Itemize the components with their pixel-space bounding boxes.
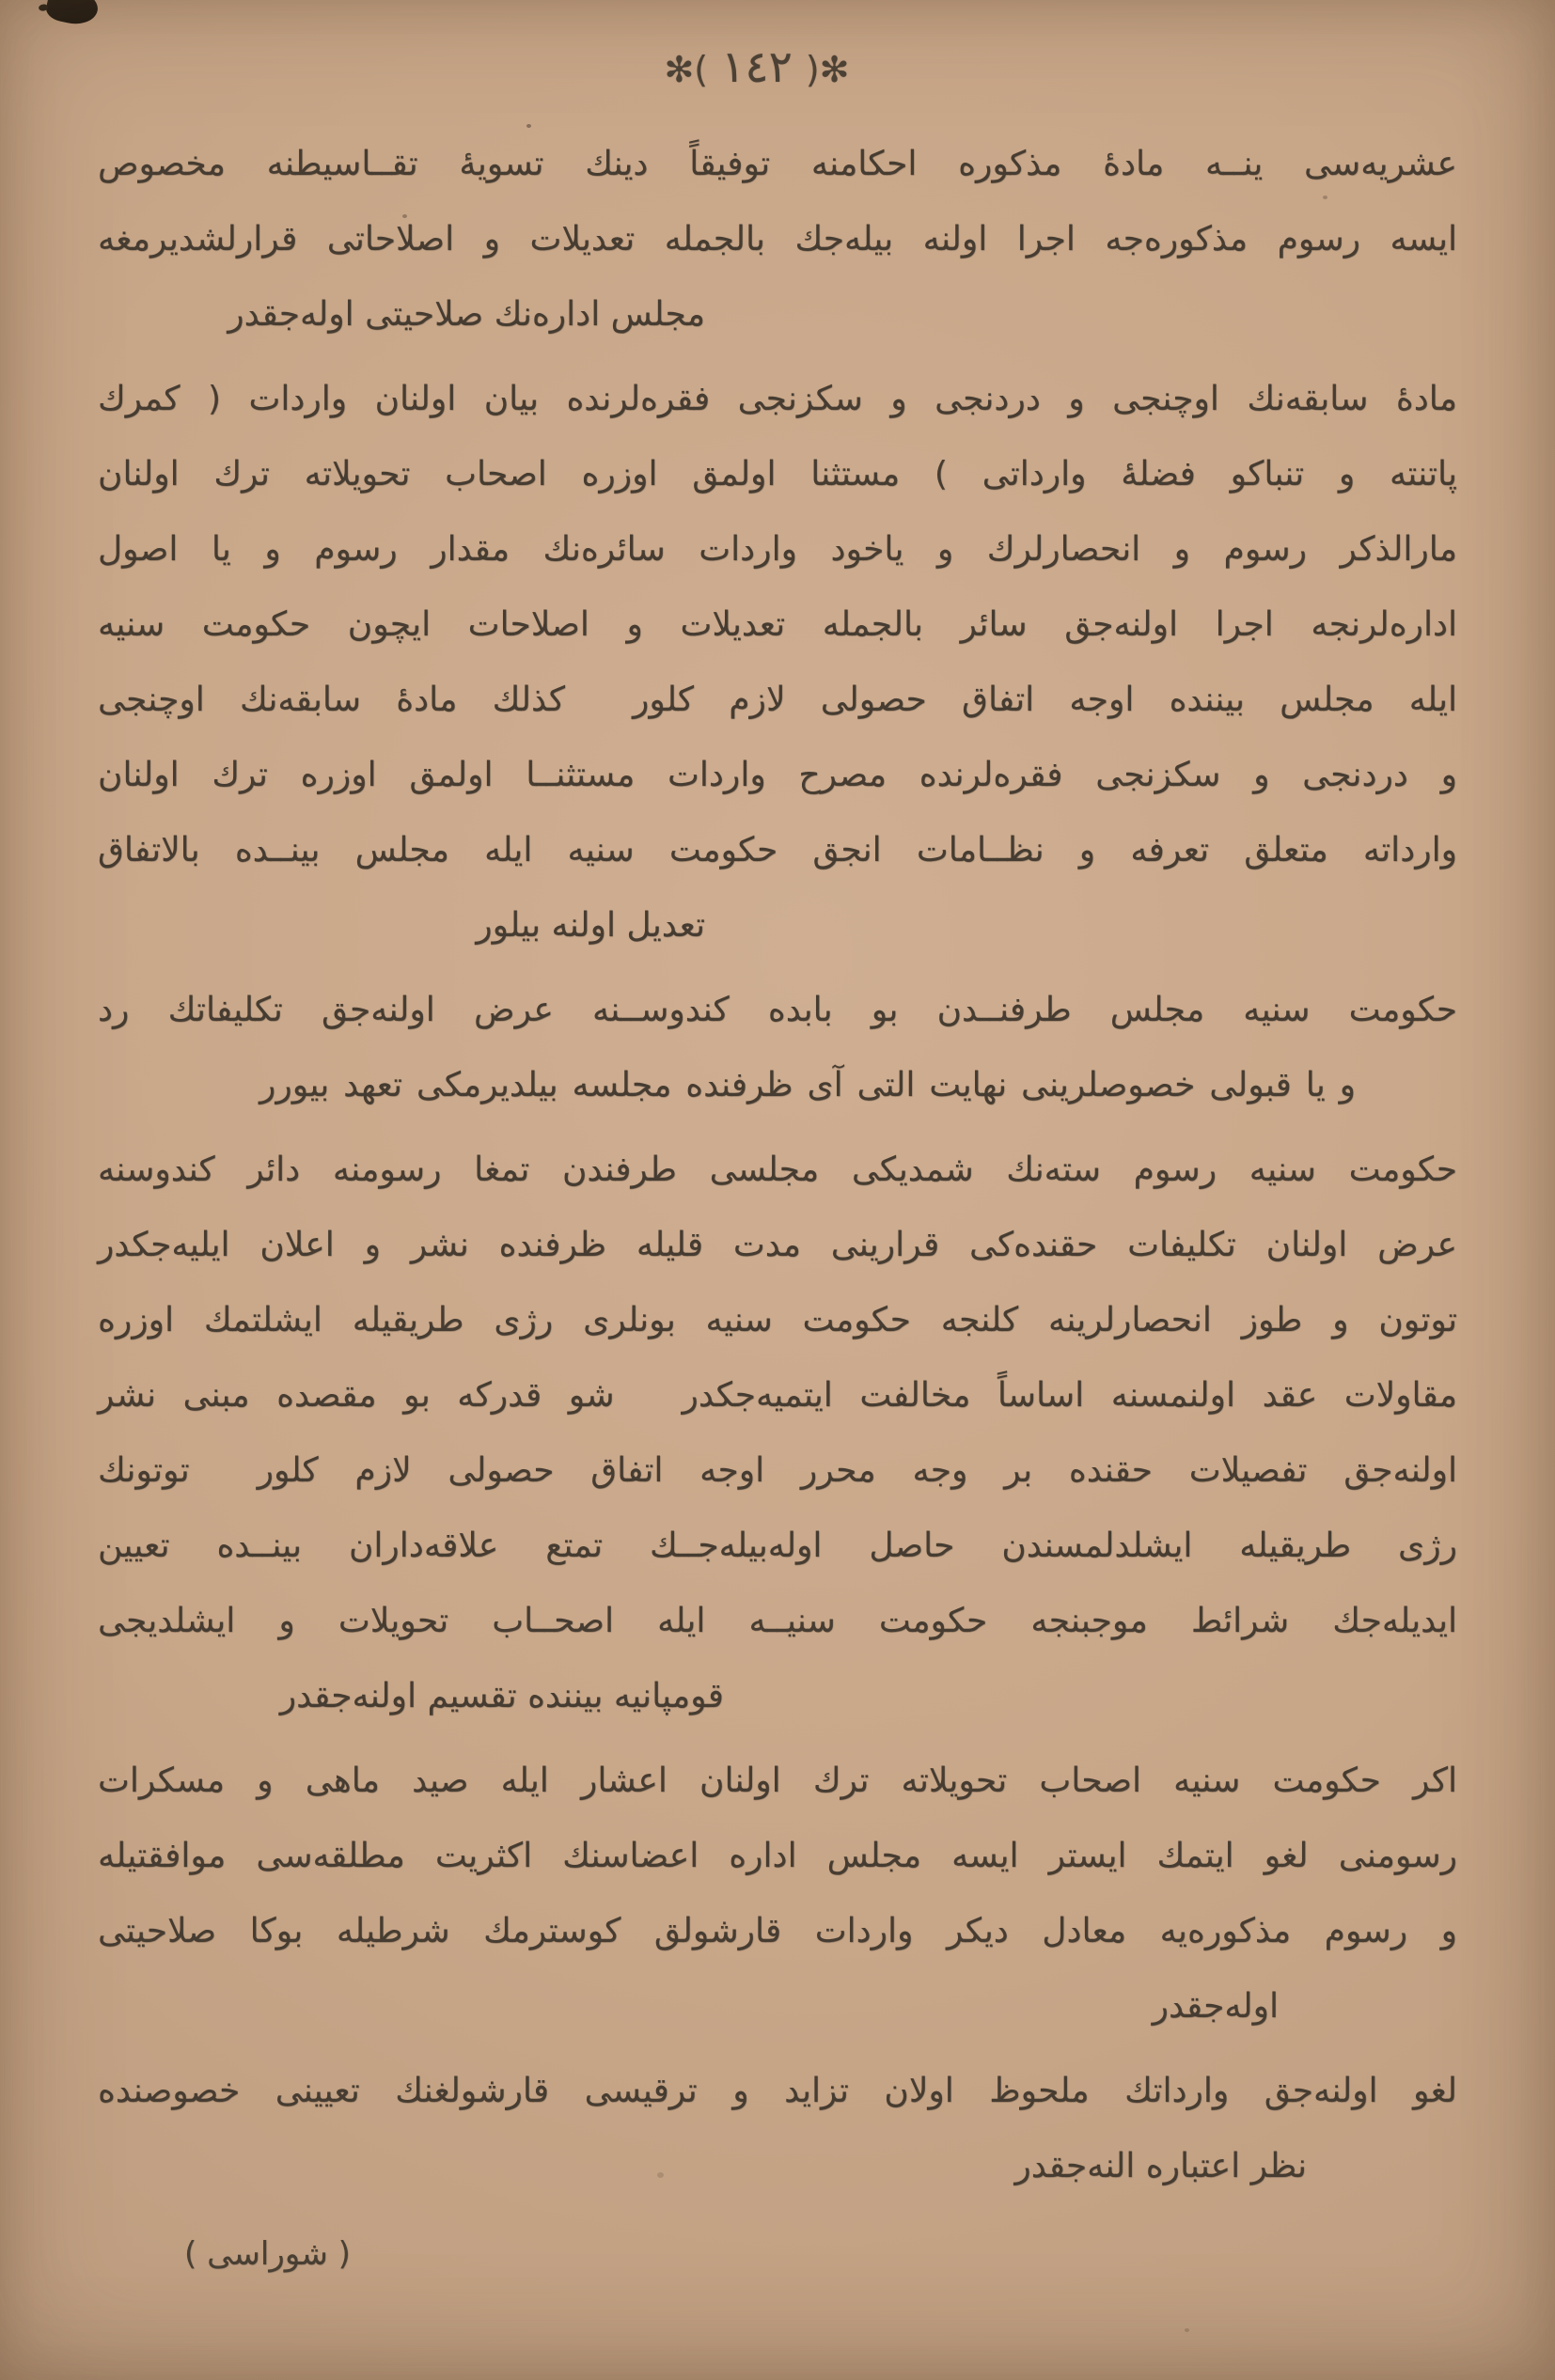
text-line: اوله‌جقدر (1152, 1987, 1279, 2026)
text-line: رژی طریقیله ایشلدلمسندن حاصل اوله‌بیله‌جــك تمتع علاقه‌داران بینــده تعیین (98, 1527, 1457, 1565)
text-line: اولنه‌جق تفصیلات حقنده بر وجه محرر اوجه اتفاق حصولی لازم كلور توتونك (98, 1451, 1457, 1490)
ink-blot (44, 0, 101, 28)
text-line: ایدیله‌جك شرائط موجبنجه حكومت سنیــه ایله اصحــاب تحویلات و ایشلدیجی (98, 1602, 1457, 1640)
text-line: توتون و طوز انحصارلرینه كلنجه حكومت سنیه بونلری رژی طریقیله ایشلتمك اوزره (98, 1301, 1457, 1339)
fleuron-ornament-right: )✻ (805, 49, 850, 90)
text-line: مقاولات عقد اولنمسنه اساساً مخالفت ایتمیه‌جكدر شو قدركه بو مقصده مبنی نشر (98, 1376, 1457, 1415)
text-line: حكومت سنیه مجلس طرفنــدن بو بابده كندوســنه عرض اولنه‌جق تكلیفاتك رد (98, 991, 1457, 1029)
text-line: مجلس اداره‌نك صلاحیتی اوله‌جقدر (228, 295, 705, 334)
paragraph-1 (98, 127, 1457, 352)
text-line: اداره‌لرنجه اجرا اولنه‌جق سائر بالجمله تعدیلات و اصلاحات ایچون حكومت سنیه (98, 605, 1457, 644)
text-line: و یا قبولی خصوصلرینی نهایت التی آی ظرفنده مجلسه بیلدیرمكی تعهد بیورر (259, 1066, 1356, 1104)
text-line: وارداته متعلق تعرفه و نظــامات انجق حكومت سنیه ایله مجلس بینــده بالاتفاق (98, 831, 1457, 869)
text-line: مارالذكر رسوم و انحصارلرك و یاخود واردات سائره‌نك مقدار رسوم و یا اصول (98, 530, 1457, 569)
paragraph-6 (98, 2054, 1457, 2204)
paragraph-4 (98, 1133, 1457, 1734)
paragraph-5 (98, 1744, 1457, 2044)
text-line: عشریه‌سی ینــه مادهٔ مذكوره احكامنه توفیقاً دینك تسویهٔ تقــاسیطنه مخصوص (98, 145, 1457, 183)
text-line: لغو اولنه‌جق وارداتك ملحوظ اولان تزاید و ترقیسی قارشولغنك تعیینی خصوصنده (98, 2072, 1457, 2110)
fleuron-ornament-left: ✻( (664, 49, 709, 90)
paragraph-2 (98, 362, 1457, 963)
text-line: و رسوم مذكوره‌یه معادل دیكر واردات قارشولق كوسترمك شرطیله بوكا صلاحیتی (98, 1912, 1457, 1950)
text-line: پاتنته و تنباكو فضلهٔ وارداتی ) مستثنا اولمق اوزره اصحاب تحویلاته ترك اولنان (98, 455, 1457, 493)
text-line: رسومنی لغو ایتمك ایستر ایسه مجلس اداره اعضاسنك اكثریت مطلقه‌سی موافقتیله (98, 1837, 1457, 1875)
page-number: ١٤٢ (721, 41, 793, 93)
paragraph-3 (98, 973, 1457, 1123)
text-line: مادهٔ سابقه‌نك اوچنجی و دردنجی و سكزنجی فقره‌لرنده بیان اولنان واردات ( كمرك (98, 380, 1457, 418)
text-line: اكر حكومت سنیه اصحاب تحویلاته ترك اولنان اعشار ایله صید ماهی و مسكرات (98, 1762, 1457, 1800)
text-line: ایسه رسوم مذكوره‌جه اجرا اولنه بیله‌جك بالجمله تعدیلات و اصلاحاتی قرارلشدیرمغه (98, 220, 1457, 258)
text-line: قومپانیه بیننده تقسیم اولنه‌جقدر (279, 1677, 724, 1715)
text-line: ایله مجلس بیننده اوجه اتفاق حصولی لازم كلور كذلك مادهٔ سابقه‌نك اوچنجی (98, 681, 1457, 719)
catchword: ( شوراسی ) (184, 2235, 351, 2273)
text-block (98, 127, 1457, 2214)
text-line: و دردنجی و سكزنجی فقره‌لرنده مصرح واردات مستثنــا اولمق اوزره ترك اولنان (98, 756, 1457, 794)
text-line: نظر اعتباره النه‌جقدر (1014, 2147, 1307, 2185)
text-line: عرض اولنان تكلیفات حقنده‌كی قرارینی مدت قلیله ظرفنده نشر و اعلان ایلیه‌جكدر (98, 1226, 1457, 1264)
text-line: حكومت سنیه رسوم سته‌نك شمدیكی مجلسی طرفندن تمغا رسومنه دائر كندوسنه (98, 1151, 1457, 1189)
page-header (0, 41, 1534, 93)
text-line: تعدیل اولنه بیلور (476, 906, 705, 945)
